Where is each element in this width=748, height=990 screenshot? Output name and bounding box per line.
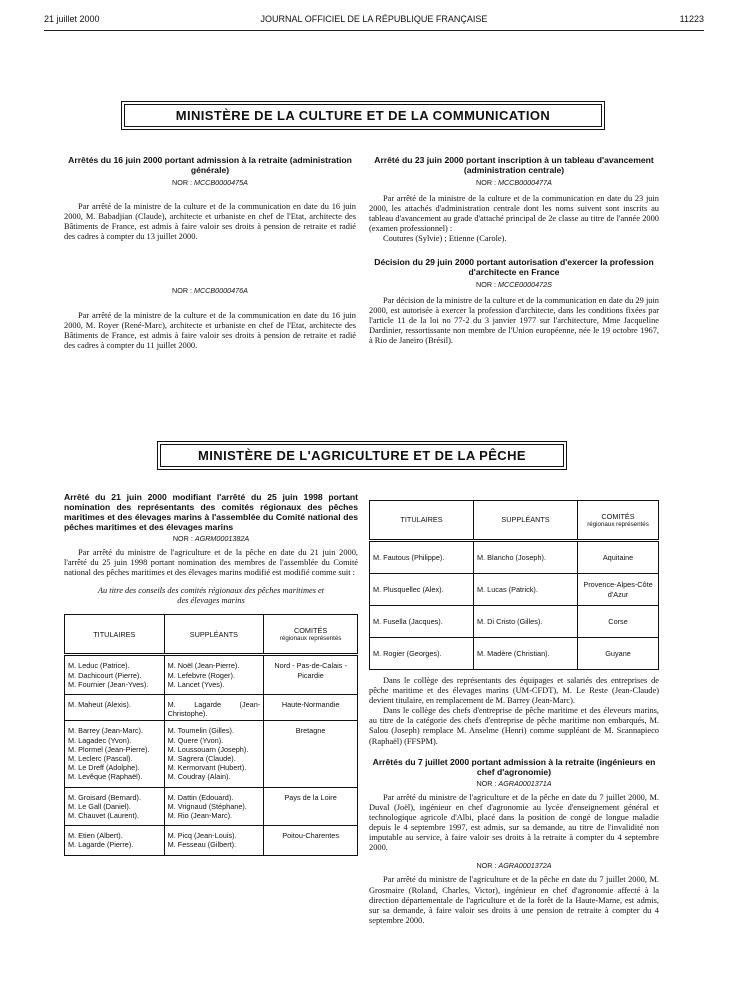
col-comites: COMITÉS régionaux représentés bbox=[264, 615, 358, 655]
cell-comite: Bretagne bbox=[264, 721, 358, 787]
ministry-culture-heading bbox=[121, 101, 605, 130]
retirement-title: Arrêtés du 7 juillet 2000 portant admission à la retraite (ingénieurs en chef d'agronomie) bbox=[372, 756, 656, 777]
cell-titulaires: M. Barrey (Jean-Marc). M. Lagadec (Yvon). M. Plormel (Jean-Pierre). M. Leclerc (Pascal). M. Le Dreff (Adolphe). M. Levêque (Raphaël). bbox=[65, 721, 165, 787]
cell-suppleants: M. Lagarde (Jean-Christophe). bbox=[164, 694, 264, 720]
cell-titulaires: M. Rogier (Georges). bbox=[370, 638, 474, 670]
paragraph: Par arrêté du ministre de l'agriculture et de la pêche en date du 7 juillet 2000, M. Grosmaire (Roland, Charles, Victor), ingénieur en chef d'agronomie affecté à la direction départementale de l'agriculture et de la forêt de la Haute-Marne, est admis, sur sa demande, à faire valoir ses droits à une pension de retraite à compter du 4 septembre 2000. bbox=[369, 875, 659, 925]
cell-suppleants: M. Noël (Jean-Pierre). M. Lefebvre (Roger). M. Lancet (Yves). bbox=[164, 655, 264, 695]
cell-titulaires: M. Fusella (Jacques). bbox=[370, 606, 474, 638]
cell-titulaires: M. Etien (Albert). M. Lagarde (Pierre). bbox=[65, 826, 165, 855]
agriculture-right-column bbox=[369, 500, 659, 926]
nor-reference: NOR : MCCE0000472S bbox=[476, 279, 552, 289]
col-titulaires: TITULAIRES bbox=[65, 615, 165, 655]
cell-suppleants: M. Di Cristo (Gilles). bbox=[474, 606, 578, 638]
cell-comite: Aquitaine bbox=[578, 541, 659, 574]
issue-date: 21 juillet 2000 bbox=[44, 14, 100, 24]
authorization-title: Décision du 29 juin 2000 portant autorisation d'exercer la profession d'architecte en France bbox=[374, 256, 654, 277]
ministry-agriculture-title: MINISTÈRE DE L'AGRICULTURE ET DE LA PÊCHE bbox=[160, 444, 564, 467]
cell-titulaires: M. Maheut (Alexis). bbox=[65, 694, 165, 720]
table-row bbox=[370, 541, 659, 574]
col-suppleants: SUPPLÉANTS bbox=[474, 501, 578, 541]
cell-comite: Haute-Normandie bbox=[264, 694, 358, 720]
cell-comite: Nord - Pas-de-Calais - Picardie bbox=[264, 655, 358, 695]
members-table-2 bbox=[369, 500, 659, 670]
page-number: 11223 bbox=[679, 14, 704, 24]
cell-suppleants: M. Madère (Christian). bbox=[474, 638, 578, 670]
cell-titulaires: M. Groisard (Bernard). M. Le Gall (Daniel). M. Chauvet (Laurent). bbox=[65, 787, 165, 826]
col-comites: COMITÉS régionaux représentés bbox=[578, 501, 659, 541]
retirement-title: Arrêtés du 16 juin 2000 portant admission à la retraite (administration générale) bbox=[68, 155, 352, 175]
paragraph: Par décision de la ministre de la culture et de la communication en date du 29 juin 2000, est autorisée à exercer la profession d'architecte, dans les conditions fixées par l'article 11 de la loi no 77-2 du 3 janvier 1977 sur l'architecture, Mme Jacqueline Dardinier, ressortissante non membre de l'Union européenne, née le 19 octobre 1967, à Rio de Janeiro (Brésil). bbox=[369, 295, 659, 346]
table-row bbox=[65, 826, 358, 855]
table-row bbox=[370, 638, 659, 670]
nor-reference: NOR : AGRM0001382A bbox=[172, 534, 250, 543]
ministry-agriculture-heading bbox=[157, 441, 567, 470]
culture-right-column bbox=[369, 155, 659, 346]
cell-comite: Provence-Alpes-Côte d'Azur bbox=[578, 574, 659, 606]
agriculture-left-column bbox=[64, 492, 358, 856]
cell-comite: Corse bbox=[578, 606, 659, 638]
cell-titulaires: M. Leduc (Patrice). M. Dachicourt (Pierre). M. Fournier (Jean-Yves). bbox=[65, 655, 165, 695]
table-header-row bbox=[370, 501, 659, 541]
table-row bbox=[65, 694, 358, 720]
paragraph: Par arrêté de la ministre de la culture et de la communication en date du 23 juin 2000, les attachés d'administration centrale dont les noms suivent sont inscrits au tableau d'avancement au grade d'attaché principal de 2e classe au titre de l'année 2000 (examen professionnel) : bbox=[369, 194, 659, 234]
header-rule bbox=[44, 30, 704, 31]
promotion-title: Arrêté du 23 juin 2000 portant inscription à un tableau d'avancement (administration centrale) bbox=[374, 155, 654, 175]
table-subtitle: Au titre des conseils des comités régionaux des pêches maritimes et des élevages marins bbox=[97, 586, 325, 606]
col-titulaires: TITULAIRES bbox=[370, 501, 474, 541]
table-row bbox=[65, 721, 358, 787]
decree-title: Arrêté du 21 juin 2000 modifiant l'arrêté du 25 juin 1998 portant nomination des représentants des comités régionaux des pêches maritimes et des élevages marins à l'assemblée du Comité national des pêches maritimes et des élevages marins bbox=[64, 492, 358, 532]
paragraph: Dans le collège des représentants des équipages et salariés des entreprises de pêche maritime et des élevages marins (UM-CFDT), M. Le Reste (Jean-Claude) devient titulaire, en remplacement de M. Barrey (Jean-Marc). bbox=[369, 676, 659, 706]
nor-reference: NOR : MCCB0000476A bbox=[172, 286, 248, 296]
members-table-1 bbox=[64, 614, 358, 855]
nor-reference: NOR : MCCB0000477A bbox=[476, 178, 552, 187]
table-row bbox=[370, 606, 659, 638]
cell-titulaires: M. Fautous (Philippe). bbox=[370, 541, 474, 574]
cell-comite: Guyane bbox=[578, 638, 659, 670]
page-header bbox=[44, 14, 704, 28]
culture-left-column bbox=[64, 155, 356, 351]
cell-titulaires: M. Plusquellec (Alex). bbox=[370, 574, 474, 606]
table-header-row bbox=[65, 615, 358, 655]
paragraph: Par arrêté du ministre de l'agriculture et de la pêche en date du 21 juin 2000, l'arrêté du 25 juin 1998 portant nomination des membres de l'assemblée du Comité national des pêches maritimes et des élevages marins modifié est modifié comme suit : bbox=[64, 548, 358, 578]
paragraph-names: Coutures (Sylvie) ; Etienne (Carole). bbox=[383, 234, 507, 244]
paragraph: Par arrêté du ministre de l'agriculture et de la pêche en date du 7 juillet 2000, M. Duval (Joël), ingénieur en chef d'agronomie au lycée d'enseignement général et technologique agricole d'Albi, placé dans la position de congé de longue maladie depuis le 4 septembre 1997, est admis, sur sa demande, au titre de l'invalidité non imputable au service, à faire valoir ses droits à la retraite à compter du 4 septembre 2000. bbox=[369, 792, 659, 853]
table-row bbox=[65, 787, 358, 826]
cell-suppleants: M. Lucas (Patrick). bbox=[474, 574, 578, 606]
journal-name: JOURNAL OFFICIEL DE LA RÉPUBLIQUE FRANÇAISE bbox=[260, 14, 488, 24]
paragraph: Dans le collège des chefs d'entreprise de pêche maritime et des éleveurs marins, au titre de la catégorie des chefs d'entreprise de pêche maritime non embarqués, M. Salou (Joseph) remplace M. Anselme (Henri) comme suppléant de M. Scannapieco (Raphaël) (FFSPM). bbox=[369, 706, 659, 746]
ministry-culture-title: MINISTÈRE DE LA CULTURE ET DE LA COMMUNICATION bbox=[124, 104, 602, 127]
cell-suppleants: M. Picq (Jean-Louis). M. Fesseau (Gilbert). bbox=[164, 826, 264, 855]
cell-suppleants: M. Dattin (Edouard). M. Vrignaud (Stéphane). M. Rio (Jean-Marc). bbox=[164, 787, 264, 826]
nor-reference: NOR : MCCB0000475A bbox=[172, 178, 248, 187]
cell-comite: Pays de la Loire bbox=[264, 787, 358, 826]
cell-comite: Poitou-Charentes bbox=[264, 826, 358, 855]
cell-suppleants: M. Toumelin (Gilles). M. Quere (Yvon). M. Loussouarn (Joseph). M. Sagrera (Claude). M. Kermorvant (Hubert). M. Coudray (Alain). bbox=[164, 721, 264, 787]
cell-suppleants: M. Blancho (Joseph). bbox=[474, 541, 578, 574]
paragraph: Par arrêté de la ministre de la culture et de la communication en date du 16 juin 2000, M. Babadjian (Claude), architecte et urbaniste en chef de l'Etat, architecte des Bâtiments de France, est admis à faire valoir ses droits à pension de retraite et radié des cadres à compter du 13 juillet 2000. bbox=[64, 202, 356, 242]
col-suppleants: SUPPLÉANTS bbox=[164, 615, 264, 655]
nor-reference: NOR : AGRA0001372A bbox=[476, 861, 552, 871]
table-row bbox=[65, 655, 358, 695]
paragraph: Par arrêté de la ministre de la culture et de la communication en date du 16 juin 2000, M. Royer (René-Marc), architecte et urbaniste en chef de l'Etat, architecte des Bâtiments de France, est admis à faire valoir ses droits à pension de retraite et radié des cadres à compter du 11 juillet 2000. bbox=[64, 310, 356, 350]
nor-reference: NOR : AGRA0001371A bbox=[476, 778, 552, 788]
table-row bbox=[370, 574, 659, 606]
